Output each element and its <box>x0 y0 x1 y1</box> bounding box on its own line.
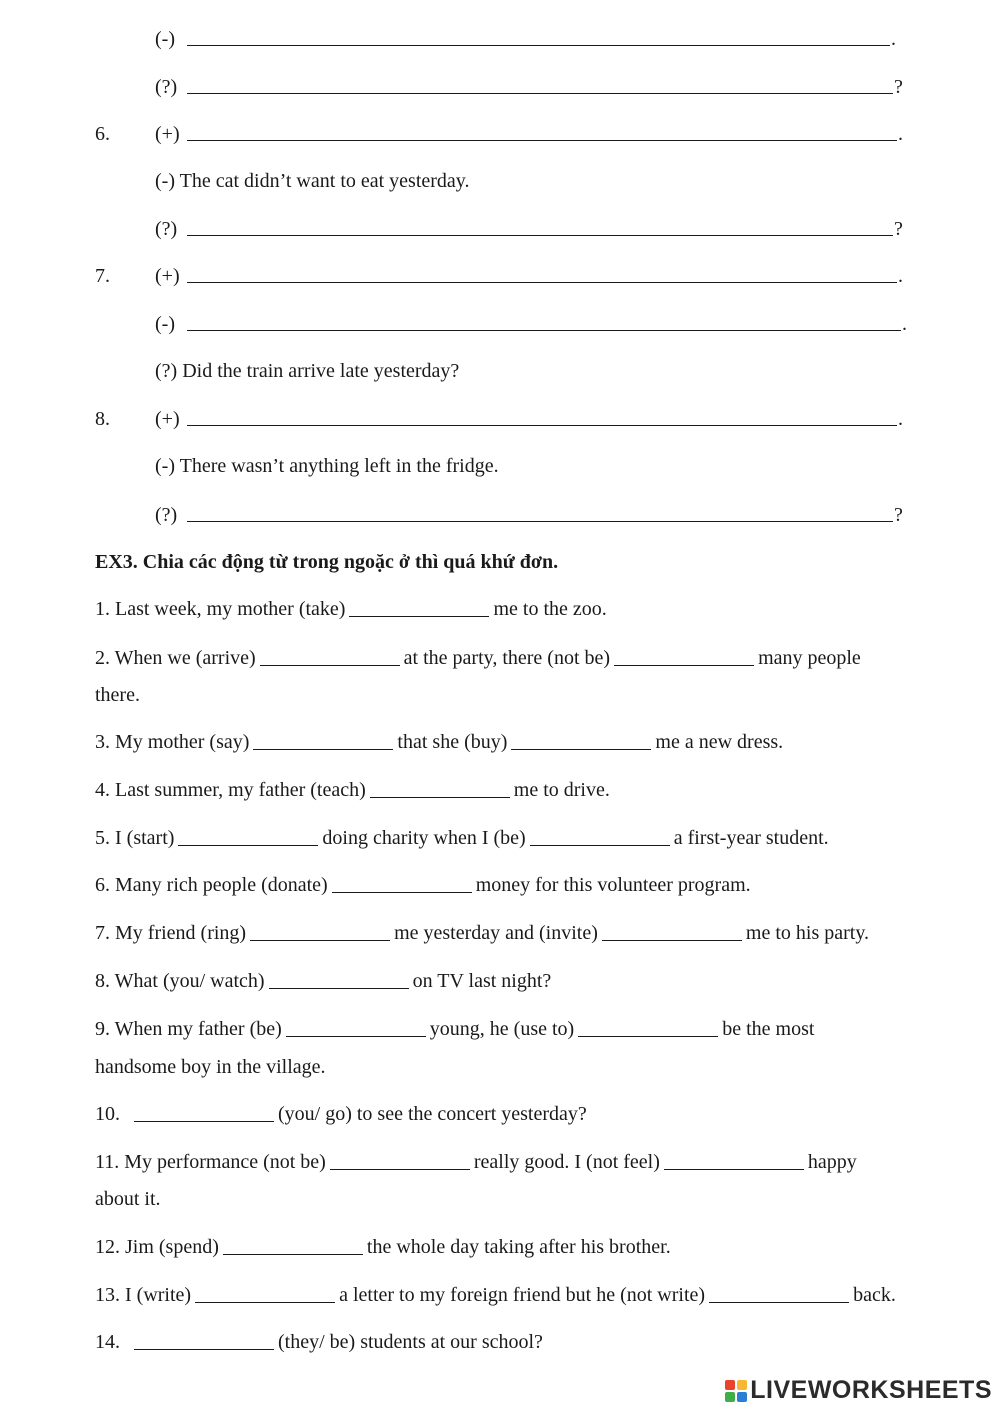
question-text: the whole day taking after his brother. <box>366 1236 671 1258</box>
answer-blank[interactable] <box>330 1149 470 1170</box>
question-marker: (?) <box>155 218 178 240</box>
question-mark: ? <box>894 504 903 526</box>
answer-blank[interactable] <box>134 1329 274 1350</box>
question-text: young, he (use to) <box>429 1018 575 1040</box>
negative-marker: (-) <box>155 313 175 335</box>
item-8-question <box>0 500 1000 530</box>
question-text: about it. <box>95 1188 161 1210</box>
answer-blank[interactable] <box>250 920 390 941</box>
answer-blank[interactable] <box>578 1016 718 1037</box>
question-text: handsome boy in the village. <box>95 1056 326 1078</box>
answer-blank[interactable] <box>187 235 893 236</box>
answer-blank[interactable] <box>664 1149 804 1170</box>
question-text: a first-year student. <box>673 827 829 849</box>
item-6-question <box>0 214 1000 244</box>
period: . <box>898 265 903 287</box>
question-8 <box>0 966 1000 996</box>
answer-line <box>0 24 1000 54</box>
answer-blank[interactable] <box>269 968 409 989</box>
exercise-heading-line <box>0 547 1000 577</box>
question-text: 12. Jim (spend) <box>95 1236 219 1258</box>
question-text: on TV last night? <box>412 970 552 992</box>
period: . <box>902 313 907 335</box>
answer-blank[interactable] <box>253 729 393 750</box>
brand-name: LIVEWORKSHEETS <box>750 1376 992 1404</box>
question-text: 9. When my father (be) <box>95 1018 282 1040</box>
question-1 <box>0 594 1000 624</box>
item-6-negative <box>0 166 1000 196</box>
question-text: doing charity when I (be) <box>322 827 526 849</box>
liveworksheets-logo-icon <box>725 1380 747 1402</box>
answer-blank[interactable] <box>187 93 893 94</box>
question-10 <box>0 1099 1000 1129</box>
item-number: 7. <box>95 265 110 287</box>
question-text: 4. Last summer, my father (teach) <box>95 779 366 801</box>
question-13 <box>0 1280 1000 1310</box>
answer-blank[interactable] <box>187 45 890 46</box>
answer-line <box>0 72 1000 102</box>
question-2 <box>0 643 1000 673</box>
answer-blank[interactable] <box>178 825 318 846</box>
question-11-continued <box>0 1184 1000 1214</box>
question-text: me yesterday and (invite) <box>394 922 598 944</box>
question-12 <box>0 1232 1000 1262</box>
question-text: 5. I (start) <box>95 827 175 849</box>
question-7 <box>0 918 1000 948</box>
question-text: 13. I (write) <box>95 1284 192 1306</box>
answer-blank[interactable] <box>511 729 651 750</box>
positive-marker: (+) <box>155 408 180 430</box>
answer-blank[interactable] <box>370 777 510 798</box>
question-text: 6. Many rich people (donate) <box>95 874 328 896</box>
question-text: money for this volunteer program. <box>475 874 751 896</box>
answer-blank[interactable] <box>332 872 472 893</box>
question-5 <box>0 823 1000 853</box>
question-text: back. <box>853 1284 896 1306</box>
item-8-positive <box>0 404 1000 434</box>
question-text: me to drive. <box>513 779 610 801</box>
item-number: 6. <box>95 123 110 145</box>
period: . <box>891 28 896 50</box>
question-text: me a new dress. <box>655 731 784 753</box>
question-11 <box>0 1147 1000 1177</box>
question-text: 11. My performance (not be) <box>95 1151 326 1173</box>
negative-marker: (-) <box>155 28 175 50</box>
question-14 <box>0 1327 1000 1357</box>
liveworksheets-logo <box>725 1376 992 1405</box>
question-text: 10. <box>95 1103 120 1125</box>
period: . <box>898 408 903 430</box>
question-mark: ? <box>894 76 903 98</box>
question-text: many people <box>758 647 861 669</box>
answer-blank[interactable] <box>602 920 742 941</box>
question-3 <box>0 727 1000 757</box>
answer-blank[interactable] <box>614 645 754 666</box>
item-8-negative <box>0 451 1000 481</box>
answer-blank[interactable] <box>187 425 897 426</box>
item-number: 8. <box>95 408 110 430</box>
item-7-negative <box>0 309 1000 339</box>
question-marker: (?) <box>155 504 178 526</box>
question-text: (they/ be) students at our school? <box>278 1331 543 1353</box>
question-text: 2. When we (arrive) <box>95 647 256 669</box>
question-mark: ? <box>894 218 903 240</box>
question-text: 8. What (you/ watch) <box>95 970 265 992</box>
exercise-heading: EX3. Chia các động từ trong ngoặc ở thì quá khứ đơn. <box>95 551 559 573</box>
answer-blank[interactable] <box>709 1282 849 1303</box>
answer-blank[interactable] <box>187 330 901 331</box>
positive-marker: (+) <box>155 123 180 145</box>
question-text: that she (buy) <box>397 731 508 753</box>
answer-blank[interactable] <box>195 1282 335 1303</box>
question-text: 14. <box>95 1331 120 1353</box>
answer-blank[interactable] <box>530 825 670 846</box>
answer-blank[interactable] <box>187 140 897 141</box>
question-text: 3. My mother (say) <box>95 731 250 753</box>
question-text: 7. My friend (ring) <box>95 922 247 944</box>
question-text: at the party, there (not be) <box>403 647 611 669</box>
question-text: (you/ go) to see the concert yesterday? <box>278 1103 587 1125</box>
question-9 <box>0 1014 1000 1044</box>
answer-blank[interactable] <box>260 645 400 666</box>
question-text: really good. I (not feel) <box>473 1151 660 1173</box>
question-9-continued <box>0 1052 1000 1082</box>
answer-blank[interactable] <box>134 1101 274 1122</box>
answer-blank[interactable] <box>286 1016 426 1037</box>
question-marker: (?) <box>155 76 178 98</box>
question-2-continued <box>0 680 1000 710</box>
given-sentence: (-) There wasn’t anything left in the fridge. <box>155 455 499 477</box>
question-text: me to the zoo. <box>493 598 607 620</box>
item-7-positive <box>0 261 1000 291</box>
question-text: me to his party. <box>745 922 870 944</box>
given-sentence: (-) The cat didn’t want to eat yesterday. <box>155 170 470 192</box>
positive-marker: (+) <box>155 265 180 287</box>
question-4 <box>0 775 1000 805</box>
question-text: 1. Last week, my mother (take) <box>95 598 346 620</box>
item-6-positive <box>0 119 1000 149</box>
item-7-question <box>0 356 1000 386</box>
answer-blank[interactable] <box>349 596 489 617</box>
question-6 <box>0 870 1000 900</box>
question-text: happy <box>807 1151 857 1173</box>
answer-blank[interactable] <box>223 1234 363 1255</box>
period: . <box>898 123 903 145</box>
question-text: a letter to my foreign friend but he (not write) <box>339 1284 706 1306</box>
question-text: there. <box>95 684 140 706</box>
answer-blank[interactable] <box>187 521 893 522</box>
given-sentence: (?) Did the train arrive late yesterday? <box>155 360 460 382</box>
answer-blank[interactable] <box>187 282 897 283</box>
question-text: be the most <box>722 1018 815 1040</box>
